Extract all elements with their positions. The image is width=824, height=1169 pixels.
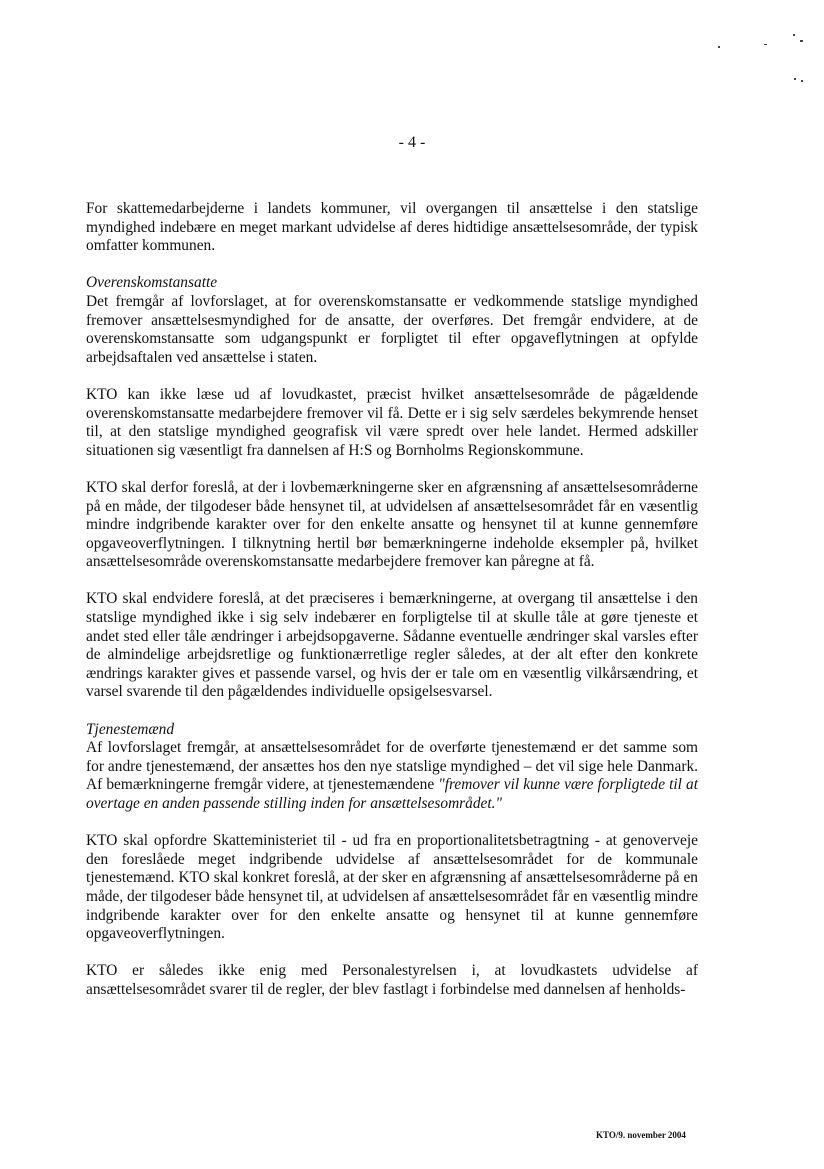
section-heading-overenskomstansatte: Overenskomstansatte <box>86 274 218 292</box>
scan-speck <box>801 80 803 82</box>
paragraph-ansaettelsesomraade: KTO kan ikke læse ud af lovudkastet, præcist hvilket ansættelsesområde de pågældende overenskomstansatte medarbejdere fremover vil få. Dette er i sig selv særdeles bekymrende henset til, at den statslige myndighed geografisk vil være spredt over hele landet. Hermed adskiller situationen sig væsentligt fra dannelsen af H:S og Bornholms Regionskommune. <box>86 385 698 459</box>
paragraph-forslag-afgraensning: KTO skal derfor foreslå, at der i lovbemærkningerne sker en afgrænsning af ansættelsesområderne på en måde, der tilgodeser både hensynet til, at udvidelsen af ansættelsesområdet får en væsentlig mindre indgribende karakter over for den enkelte ansatte og hensynet til at kunne gennemføre opgaveoverflytningen. I tilknytning hertil bør bemærkningerne indeholde eksempler på, hvilket ansættelsesområde overenskomstansatte medarbejdere fremover kan påregne at få. <box>86 478 698 571</box>
paragraph-uenighed: KTO er således ikke enig med Personalestyrelsen i, at lovudkastets udvidelse af ansættelsesområdet svarer til de regler, der blev fastlagt i forbindelse med dannelsen af henholds- <box>86 962 698 998</box>
section-overenskomstansatte <box>86 274 698 367</box>
section-tjenestemaend <box>86 721 698 814</box>
scan-speck <box>793 34 795 36</box>
paragraph-lovforslag-tjenestemaend: Af lovforslaget fremgår, at ansættelsesområdet for de overførte tjenestemænd er det samme som for andre tjenestemænd, der ansættes hos den nye statslige myndighed – det vil sige hele Danmark. Af bemærkningerne fremgår videre, at tjenestemændene <box>86 739 698 794</box>
scan-speck <box>800 40 803 42</box>
scan-speck <box>794 78 796 80</box>
page-number: - 4 - <box>398 134 426 151</box>
scan-speck <box>764 44 767 45</box>
letter-body <box>86 200 698 1000</box>
paragraph-lovforslag-overenskomst: Det fremgår af lovforslaget, at for overenskomstansatte er vedkommende statslige myndighed fremover ansættelsesmyndighed for de ansatte, der overføres. Det fremgår endvidere, at de overenskomstansatte som udgangspunkt er forpligtet til efter opgaveflytningen at opfylde arbejdsaftalen ved ansættelse i staten. <box>86 292 698 366</box>
paragraph-praecisering: KTO skal endvidere foreslå, at det præciseres i bemærkningerne, at overgang til ansættelse i den statslige myndighed ikke i sig selv indebærer en forpligtelse til at skulle tåle at gøre tjeneste et andet sted eller tåle ændringer i arbejdsopgaverne. Sådanne eventuelle ændringer skal varsles efter de almindelige arbejdsretlige og funktionærretlige regler således, at der alt efter den konkrete ændrings karakter gives et passende varsel, og hvis der er tale om en væsentlig vilkårsændring, et varsel svarende til den pågældendes individuelle opsigelsesvarsel. <box>86 590 698 701</box>
paragraph-opfordring: KTO skal opfordre Skatteministeriet til - ud fra en proportionalitetsbetragtning - at genoverveje den foreslåede meget indgribende udvidelse af ansættelsesområdet for de kommunale tjenestemænd. KTO skal konkret foreslå, at der sker en afgrænsning af ansættelsesområderne på en måde, der tilgodeser både hensynet til, at udvidelsen af ansættelsesområdet får en væsentlig mindre indgribende karakter over for den enkelte ansatte og hensynet til at kunne gennemføre opgaveoverflytningen. <box>86 832 698 943</box>
paragraph-skattemedarbejdere: For skattemedarbejderne i landets kommuner, vil overgangen til ansættelse i den statslige myndighed indebære en meget markant udvidelse af deres hidtidige ansættelsesområde, der typisk omfatter kommunen. <box>86 200 698 255</box>
footer-reference: KTO/9. november 2004 <box>596 1130 686 1140</box>
section-heading-tjenestemaend: Tjenestemænd <box>86 720 175 738</box>
quote-bemaerkninger: "fremover vil kunne være forpligtede til at overtage en anden passende stilling inden for ansættelsesområdet." <box>86 776 698 812</box>
scan-speck <box>718 46 720 48</box>
